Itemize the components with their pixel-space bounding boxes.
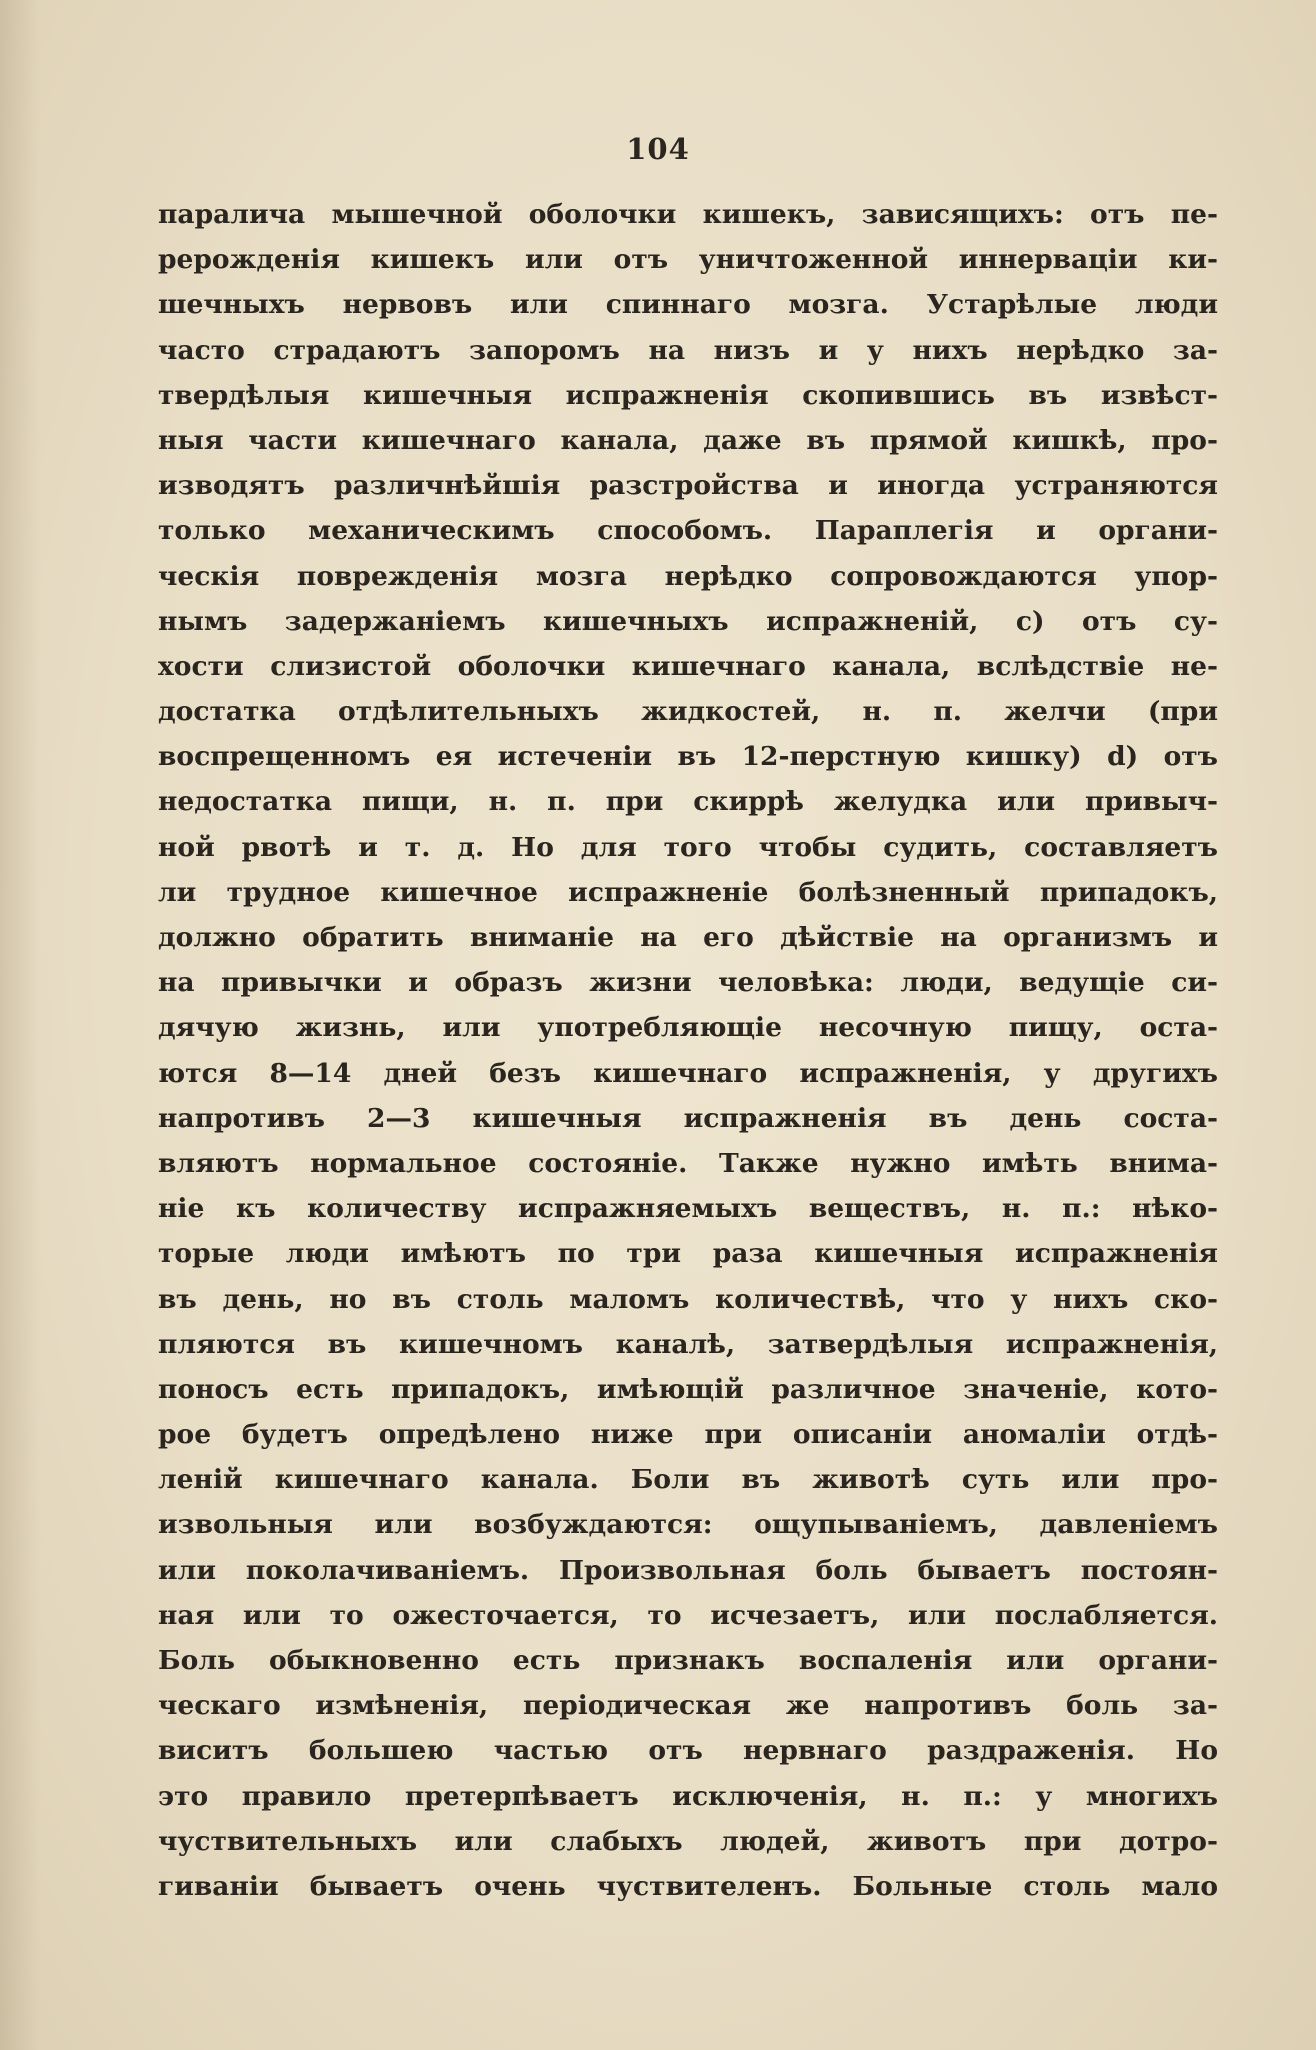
text-line: должно обратить вниманіе на его дѣйствіе на организмъ и bbox=[158, 922, 1218, 953]
text-line: или поколачиваніемъ. Произвольная боль бываетъ постоян- bbox=[158, 1554, 1218, 1586]
text-line: нымъ задержаніемъ кишечныхъ испражненій, с) отъ су- bbox=[158, 605, 1218, 637]
text-line: леній кишечнаго канала. Боли въ животѣ суть или про- bbox=[158, 1464, 1218, 1496]
text-line: извольныя или возбуждаются: ощупываніемъ, давленіемъ bbox=[158, 1509, 1218, 1541]
text-line: часто страдаютъ запоромъ на низъ и у нихъ нерѣдко за- bbox=[158, 334, 1218, 366]
body-text bbox=[158, 192, 1218, 1909]
text-line: твердѣлыя кишечныя испражненія скопившись въ извѣст- bbox=[158, 379, 1218, 411]
text-line: ческія поврежденія мозга нерѣдко сопровождаются упор- bbox=[158, 560, 1218, 592]
text-line: только механическимъ способомъ. Параплегія и органи- bbox=[158, 515, 1218, 547]
text-line: въ день, но въ столь маломъ количествѣ, что у нихъ ско- bbox=[158, 1283, 1218, 1315]
text-line: воспрещенномъ ея истеченіи въ 12-перстную кишку) d) отъ bbox=[158, 741, 1218, 773]
page-number: 104 bbox=[626, 132, 690, 166]
text-line: изводятъ различнѣйшія разстройства и иногда устраняются bbox=[158, 470, 1218, 502]
text-line: вляютъ нормальное состояніе. Также нужно имѣть внима- bbox=[158, 1147, 1218, 1179]
text-line: рое будетъ опредѣлено ниже при описаніи аномаліи отдѣ- bbox=[158, 1419, 1218, 1451]
text-line: паралича мышечной оболочки кишекъ, зависящихъ: отъ пе- bbox=[158, 199, 1218, 230]
text-line: достатка отдѣлительныхъ жидкостей, н. п. желчи (при bbox=[158, 696, 1218, 728]
text-line: рерожденія кишекъ или отъ уничтоженной иннерваціи ки- bbox=[158, 244, 1218, 276]
text-line: ніе къ количеству испражняемыхъ веществъ, н. п.: нѣко- bbox=[158, 1193, 1218, 1225]
text-line: гиваніи бываетъ очень чуствителенъ. Больные столь мало bbox=[158, 1870, 1218, 1902]
text-line: торые люди имѣютъ по три раза кишечныя испражненія bbox=[158, 1238, 1218, 1270]
text-line: пляются въ кишечномъ каналѣ, затвердѣлыя испражненія, bbox=[158, 1328, 1218, 1360]
text-line: поносъ есть припадокъ, имѣющій различное значеніе, кото- bbox=[158, 1373, 1218, 1405]
text-line: дячую жизнь, или употребляющіе несочную пищу, оста- bbox=[158, 1012, 1218, 1044]
text-line: ная или то ожесточается, то исчезаетъ, или послабляется. bbox=[158, 1599, 1218, 1631]
page-edge-shadow bbox=[0, 0, 40, 2050]
text-line: ной рвотѣ и т. д. Но для того чтобы судить, составляетъ bbox=[158, 831, 1218, 863]
text-line: ются 8—14 дней безъ кишечнаго испражненія, у другихъ bbox=[158, 1057, 1218, 1089]
text-line: виситъ большею частью отъ нервнаго раздраженія. Но bbox=[158, 1735, 1218, 1767]
text-line: недостатка пищи, н. п. при скиррѣ желудка или привыч- bbox=[158, 786, 1218, 818]
text-line: напротивъ 2—3 кишечныя испражненія въ день соста- bbox=[158, 1102, 1218, 1134]
text-line: на привычки и образъ жизни человѣка: люди, ведущіе си- bbox=[158, 967, 1218, 999]
text-line: это правило претерпѣваетъ исключенія, н. п.: у многихъ bbox=[158, 1780, 1218, 1812]
text-line: ческаго измѣненія, періодическая же напротивъ боль за- bbox=[158, 1690, 1218, 1722]
text-line: ли трудное кишечное испражненіе болѣзненный припадокъ, bbox=[158, 876, 1218, 908]
text-line: Боль обыкновенно есть признакъ воспаленія или органи- bbox=[158, 1645, 1218, 1676]
text-line: хости слизистой оболочки кишечнаго канала, вслѣдствіе не- bbox=[158, 650, 1218, 682]
text-line: шечныхъ нервовъ или спиннаго мозга. Устарѣлые люди bbox=[158, 289, 1218, 321]
text-line: ныя части кишечнаго канала, даже въ прямой кишкѣ, про- bbox=[158, 424, 1218, 456]
text-line: чуствительныхъ или слабыхъ людей, животъ при дотро- bbox=[158, 1825, 1218, 1857]
